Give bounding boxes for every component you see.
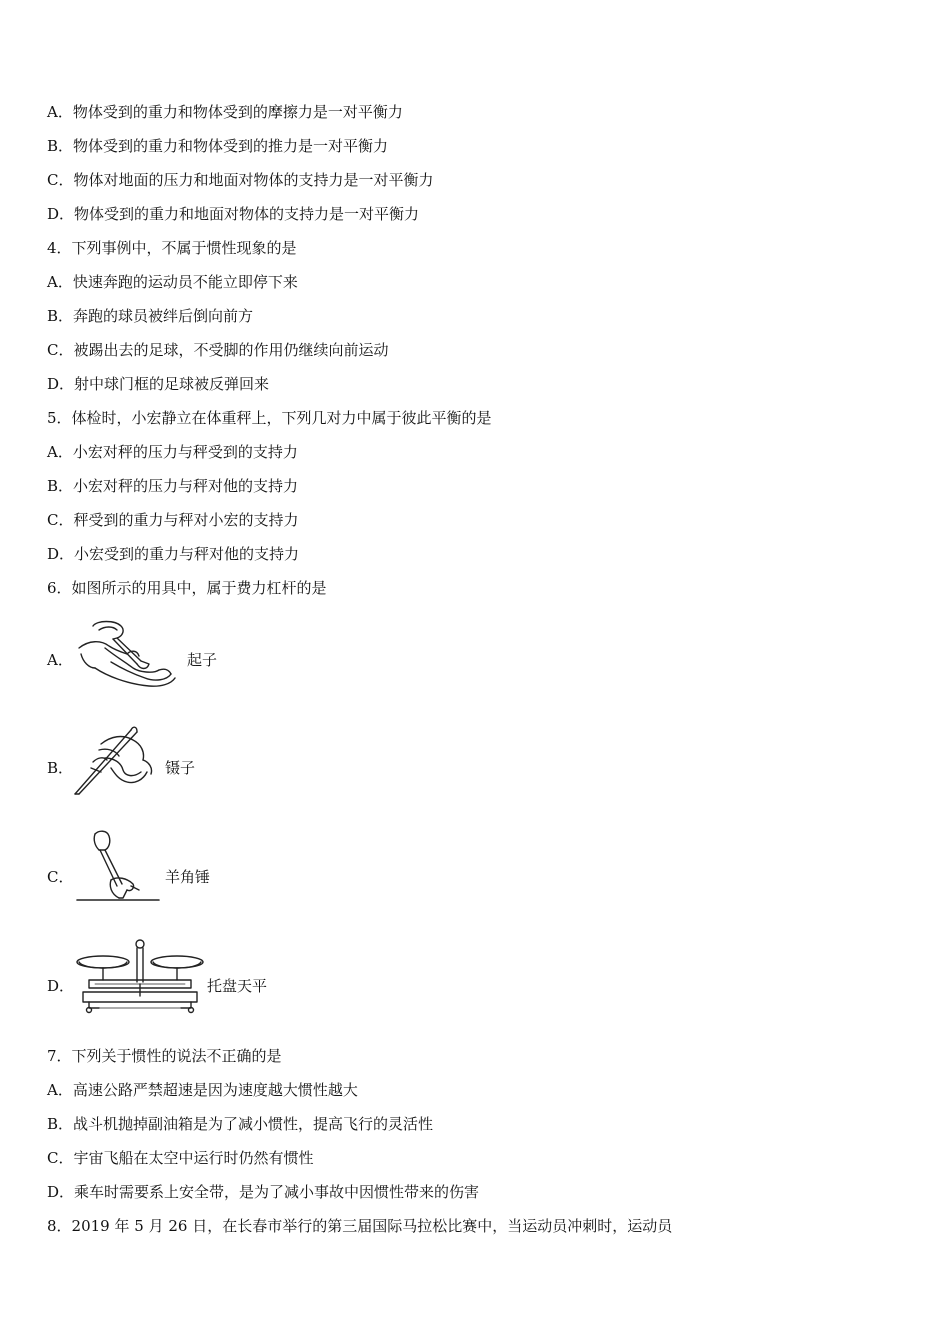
- q5-option-d: D．小宏受到的重力与秤对他的支持力: [47, 545, 300, 563]
- bottle-opener-figure: [75, 618, 185, 690]
- q5-stem: 5．体检时，小宏静立在体重秤上，下列几对力中属于彼此平衡的是: [47, 409, 492, 427]
- q3-option-b: B．物体受到的重力和物体受到的推力是一对平衡力: [47, 137, 389, 155]
- q7-option-a: A．高速公路严禁超速是因为速度越大惯性越大: [47, 1081, 358, 1099]
- q7-option-d: D．乘车时需要系上安全带，是为了减小事故中因惯性带来的伤害: [47, 1183, 480, 1201]
- q6-option-d-label: 托盘天平: [207, 977, 268, 995]
- q3-option-d: D．物体受到的重力和地面对物体的支持力是一对平衡力: [47, 205, 420, 223]
- q6-option-c-label: 羊角锤: [165, 868, 211, 886]
- q4-option-d: D．射中球门框的足球被反弹回来: [47, 375, 270, 393]
- q6-option-d: [47, 936, 367, 1016]
- q4-stem: 4．下列事例中，不属于惯性现象的是: [47, 239, 297, 257]
- q5-option-b: B．小宏对秤的压力与秤对他的支持力: [47, 477, 299, 495]
- q7-option-c: C．宇宙飞船在太空中运行时仍然有惯性: [47, 1149, 314, 1167]
- q4-option-c: C．被踢出去的足球，不受脚的作用仍继续向前运动: [47, 341, 389, 359]
- q6-option-b-label: 镊子: [165, 759, 196, 777]
- q8-stem: 8．2019 年 5 月 26 日，在长春市举行的第三届国际马拉松比赛中，当运动员冲刺时，运动员: [47, 1217, 673, 1235]
- q4-option-b: B．奔跑的球员被绊后倒向前方: [47, 307, 254, 325]
- q6-option-d-letter: D．: [47, 977, 75, 995]
- q6-option-a: [47, 618, 347, 698]
- q7-option-b: B．战斗机抛掉副油箱是为了减小惯性，提高飞行的灵活性: [47, 1115, 434, 1133]
- q7-stem: 7．下列关于惯性的说法不正确的是: [47, 1047, 282, 1065]
- q6-option-c: [47, 828, 347, 908]
- tweezers-figure: [71, 722, 161, 798]
- claw-hammer-figure: [75, 828, 161, 908]
- q3-option-c: C．物体对地面的压力和地面对物体的支持力是一对平衡力: [47, 171, 434, 189]
- q6-option-a-letter: A．: [47, 651, 73, 669]
- q5-option-a: A．小宏对秤的压力与秤受到的支持力: [47, 443, 298, 461]
- q6-option-b: [47, 722, 347, 802]
- q6-option-b-letter: B．: [47, 759, 74, 777]
- q5-option-c: C．秤受到的重力与秤对小宏的支持力: [47, 511, 299, 529]
- q4-option-a: A．快速奔跑的运动员不能立即停下来: [47, 273, 298, 291]
- q6-stem: 6．如图所示的用具中，属于费力杠杆的是: [47, 579, 327, 597]
- q6-option-a-label: 起子: [187, 651, 218, 669]
- q3-option-a: A．物体受到的重力和物体受到的摩擦力是一对平衡力: [47, 103, 403, 121]
- pan-balance-figure: [75, 936, 205, 1018]
- q6-option-c-letter: C．: [47, 868, 74, 886]
